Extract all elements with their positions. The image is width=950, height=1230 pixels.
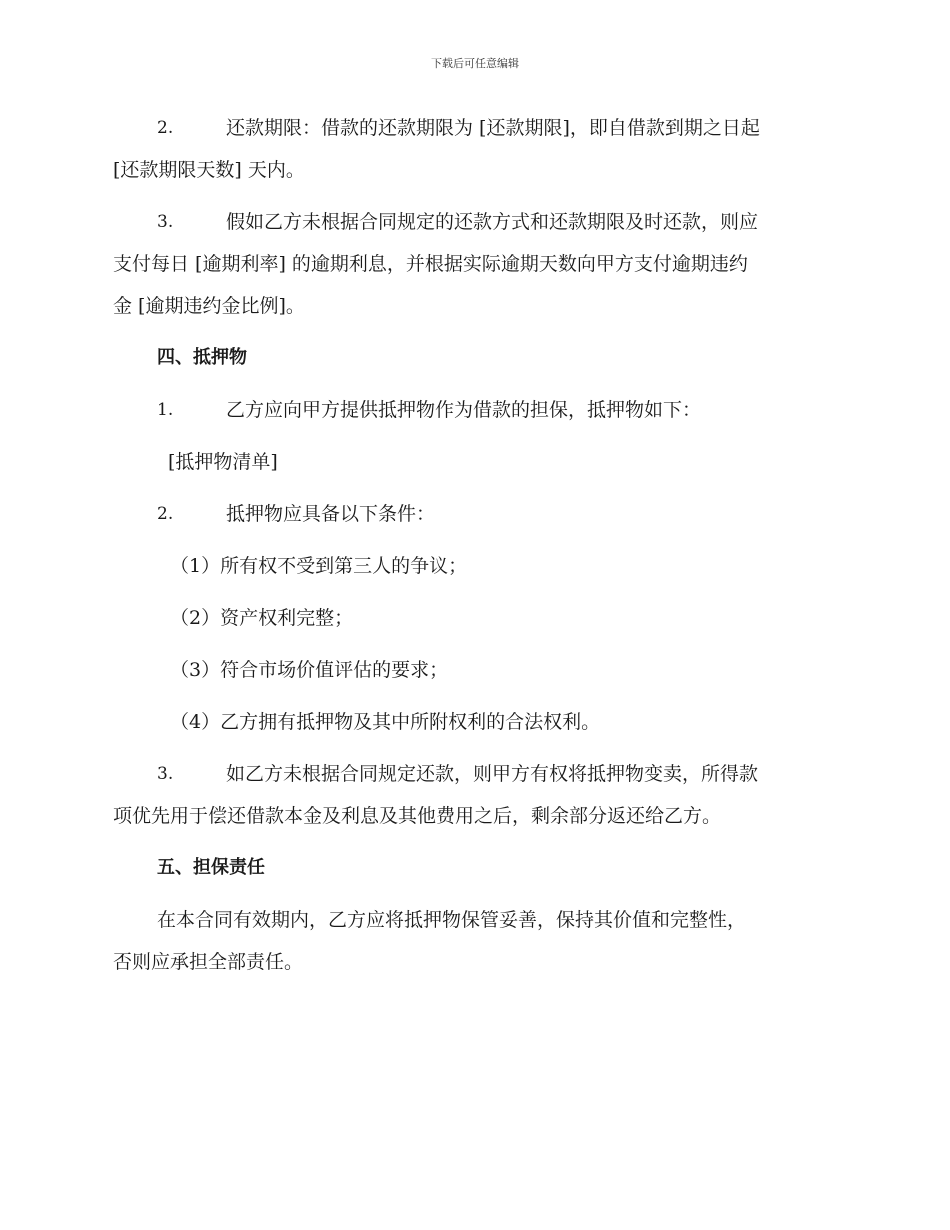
condition-item: （1）所有权不受到第三人的争议； [170,555,468,577]
collateral-list-placeholder: [抵押物清单] [168,451,278,473]
item-number: 1. [157,400,174,420]
condition-item: （2）资产权利完整； [170,607,354,629]
paragraph-line: 支付每日 [逾期利率] 的逾期利息，并根据实际逾期天数向甲方支付逾期违约 [113,253,748,275]
paragraph-line: 乙方应向甲方提供抵押物作为借款的担保，抵押物如下： [226,399,702,421]
section-heading: 四、抵押物 [157,347,247,368]
paragraph-line: 假如乙方未根据合同规定的还款方式和还款期限及时还款，则应 [226,211,759,233]
paragraph-line: 金 [逾期违约金比例]。 [113,295,305,317]
condition-item: （3）符合市场价值评估的要求； [170,659,449,681]
section-heading: 五、担保责任 [157,857,265,878]
paragraph-line: [还款期限天数] 天内。 [113,159,305,181]
item-number: 3. [157,212,174,232]
item-number: 2. [157,118,174,138]
item-number: 3. [157,764,174,784]
condition-item: （4）乙方拥有抵押物及其中所附权利的合法权利。 [170,711,601,733]
paragraph-line: 否则应承担全部责任。 [113,951,304,973]
paragraph-line: 抵押物应具备以下条件： [226,503,436,525]
paragraph-line: 还款期限：借款的还款期限为 [还款期限]，即自借款到期之日起 [226,117,760,139]
paragraph-line: 在本合同有效期内，乙方应将抵押物保管妥善，保持其价值和完整性， [157,909,747,931]
item-number: 2. [157,504,174,524]
page-header: 下载后可任意编辑 [431,57,519,70]
paragraph-line: 如乙方未根据合同规定还款，则甲方有权将抵押物变卖，所得款 [226,763,759,785]
paragraph-line: 项优先用于偿还借款本金及利息及其他费用之后，剩余部分返还给乙方。 [113,805,722,827]
